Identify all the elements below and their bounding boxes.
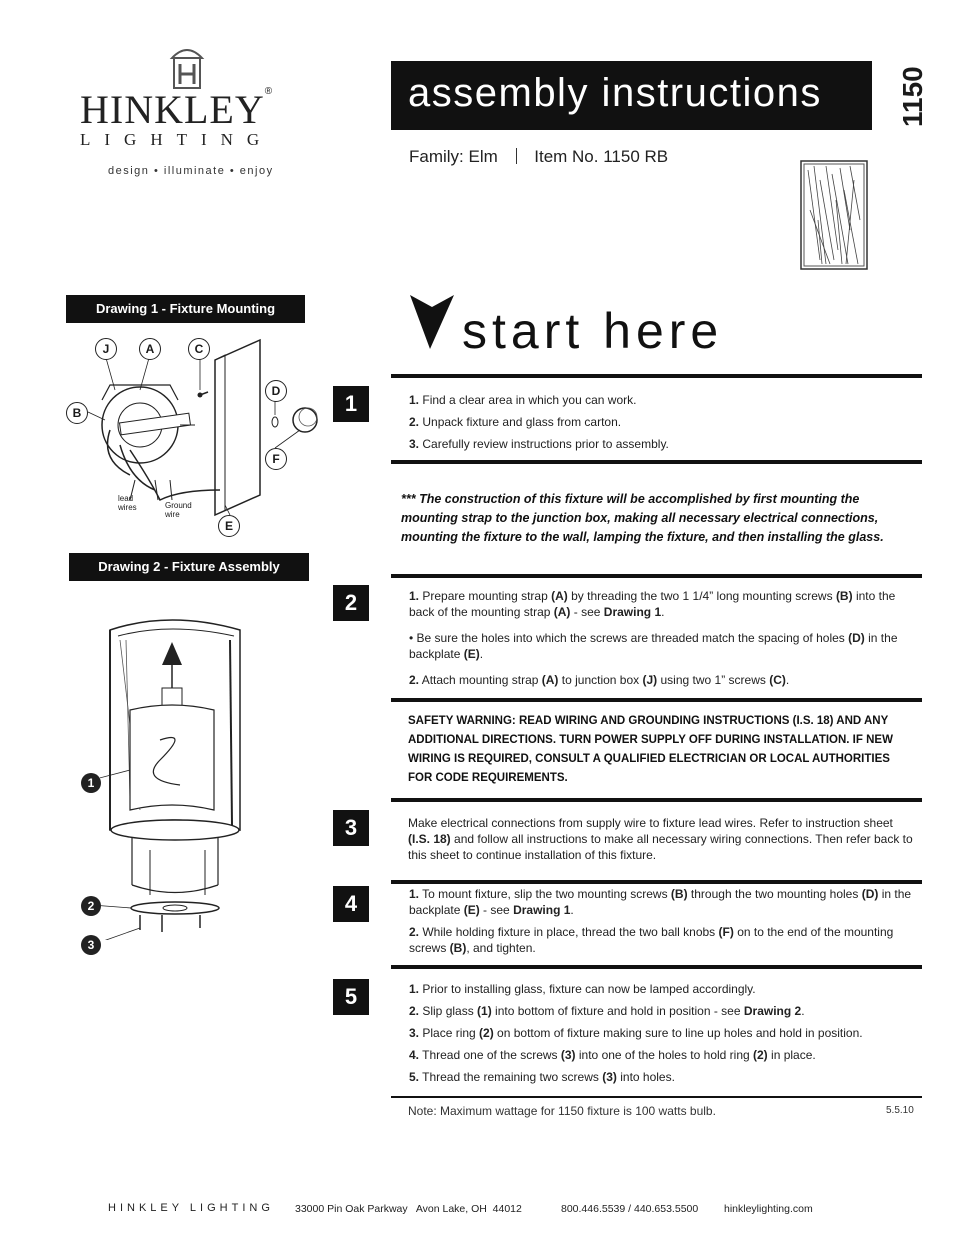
start-here-heading: start here <box>462 303 724 359</box>
lead-wires-label: lead wires <box>118 494 137 512</box>
family-name: Family: Elm <box>409 147 498 166</box>
ground-wire-label: Ground wire <box>165 501 192 519</box>
brand-logo <box>70 42 310 182</box>
footer-brand: HINKLEY LIGHTING <box>108 1202 274 1214</box>
callout-b: B <box>66 402 88 424</box>
step2-text <box>409 588 914 694</box>
step4-text <box>409 886 919 962</box>
callout-f: F <box>265 448 287 470</box>
logo-name: HINKLEY <box>80 87 265 132</box>
revision-date: 5.5.10 <box>886 1105 914 1116</box>
lantern-logo-icon <box>164 42 210 90</box>
step5-item: 2. Slip glass (1) into bottom of fixture and hold in position - see Drawing 2. <box>409 1004 805 1018</box>
step2-number: 2 <box>333 585 369 621</box>
callout-3: 3 <box>81 935 101 955</box>
step5-list <box>409 978 919 1088</box>
step5-item: 4. Thread one of the screws (3) into one of the holes to hold ring (2) in place. <box>409 1048 816 1062</box>
step4-top-rule <box>391 880 922 884</box>
drawing2-fixture-assembly <box>100 610 260 940</box>
footer-phone: 800.446.5539 / 440.653.5500 <box>561 1203 699 1215</box>
step1-bottom-rule <box>391 460 922 464</box>
step2-para3: 2. Attach mounting strap (A) to junction box (J) using two 1” screws (C). <box>409 673 790 687</box>
product-thumbnail <box>800 160 868 270</box>
step1-number: 1 <box>333 386 369 422</box>
step1-item: 2. Unpack fixture and glass from carton. <box>409 415 622 429</box>
step3-number: 3 <box>333 810 369 846</box>
step5-top-rule <box>391 965 922 969</box>
start-here-arrow-icon <box>406 293 458 351</box>
step5-number: 5 <box>333 979 369 1015</box>
title-bar <box>391 61 872 130</box>
step3-text: Make electrical connections from supply wire to fixture lead wires. Refer to instruction sheet (I.S. 18) and follow all instructions to make all necessary wiring connections. Then refer back to this sheet to continue installation of this fixture. <box>408 816 913 862</box>
callout-c: C <box>188 338 210 360</box>
step1-item: 1. Find a clear area in which you can work. <box>409 393 637 407</box>
step1-item: 3. Carefully review instructions prior to assembly. <box>409 437 669 451</box>
step1-top-rule <box>391 374 922 378</box>
footer-address: 33000 Pin Oak Parkway Avon Lake, OH 44012 <box>295 1203 522 1215</box>
step4-para1: 1. To mount fixture, slip the two mounting screws (B) through the two mounting holes (D) in the backplate (E) - see Drawing 1. <box>409 887 912 917</box>
step5-item: 5. Thread the remaining two screws (3) into holes. <box>409 1070 675 1084</box>
item-number: Item No. 1150 RB <box>534 147 669 166</box>
construction-note: *** The construction of this fixture will be accomplished by first mounting the mounting strap to the junction box, making all necessary electrical connections, mounting the fixture to the wall, lamping the fixture, and then installing the glass. <box>401 492 884 544</box>
wattage-note: Note: Maximum wattage for 1150 fixture is 100 watts bulb. <box>408 1104 716 1118</box>
step5-item: 1. Prior to installing glass, fixture can now be lamped accordingly. <box>409 982 756 996</box>
callout-1: 1 <box>81 773 101 793</box>
family-line <box>409 147 668 167</box>
step4-para2: 2. While holding fixture in place, thread the two ball knobs (F) on to the end of the mounting screws (B), and tighten. <box>409 925 894 955</box>
step1-list <box>409 389 914 455</box>
step5-item: 3. Place ring (2) on bottom of fixture making sure to line up holes and hold in position. <box>409 1026 863 1040</box>
step2-para2: • Be sure the holes into which the screws are threaded match the spacing of holes (D) in the backplate (E). <box>409 631 898 661</box>
step2-top-rule <box>391 574 922 578</box>
footer-website[interactable]: hinkleylighting.com <box>724 1203 813 1215</box>
logo-subtitle: LIGHTING <box>80 130 274 149</box>
callout-j: J <box>95 338 117 360</box>
step4-number: 4 <box>333 886 369 922</box>
logo-tagline: design • illuminate • enjoy <box>108 165 274 177</box>
step2-bottom-rule <box>391 698 922 702</box>
registered-mark: ® <box>264 86 273 97</box>
drawing2-label: Drawing 2 - Fixture Assembly <box>69 553 309 581</box>
note-rule <box>391 1096 922 1098</box>
step2-para1: 1. Prepare mounting strap (A) by threading the two 1 1/4” long mounting screws (B) into the back of the mounting strap (A) - see Drawing 1. <box>409 589 896 619</box>
safety-warning: SAFETY WARNING: READ WIRING AND GROUNDING INSTRUCTIONS (I.S. 18) AND ANY ADDITIONAL DIRECTIONS. TURN POWER SUPPLY OFF DURING INSTALLATION. IF NEW WIRING IS REQUIRED, CONSULT A QUALIFIED ELECTRICIAN OR LOCAL AUTHORITIES FOR CODE REQUIREMENTS. <box>408 715 893 784</box>
drawing1-label: Drawing 1 - Fixture Mounting <box>66 295 305 323</box>
model-number-side: 1150 <box>897 66 928 127</box>
callout-2: 2 <box>81 896 101 916</box>
callout-e: E <box>218 515 240 537</box>
step3-top-rule <box>391 798 922 802</box>
callout-d: D <box>265 380 287 402</box>
callout-a: A <box>139 338 161 360</box>
page-title: assembly instructions <box>408 71 822 115</box>
